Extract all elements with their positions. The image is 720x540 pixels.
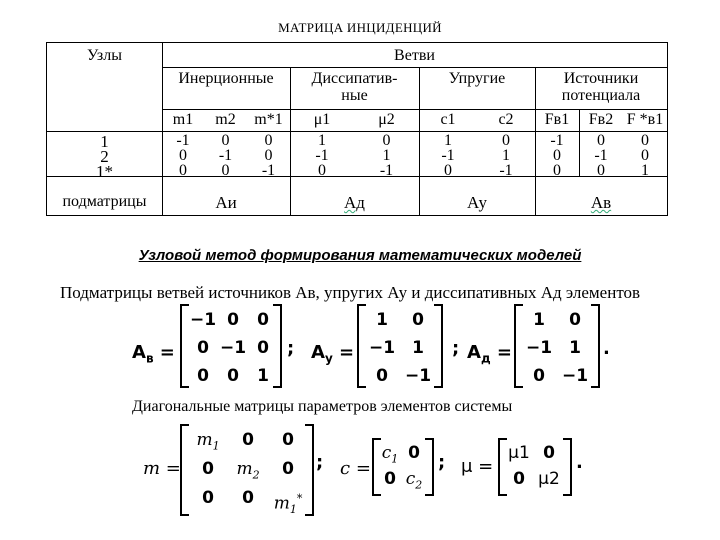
- table-cell: -1: [218, 147, 233, 164]
- matrix-entry: 0: [412, 310, 424, 330]
- method-title: Узловой метод формирования математических моделей: [138, 247, 582, 264]
- matrix-entry: 0: [202, 459, 214, 479]
- table-cell: 0: [444, 162, 452, 179]
- table-cell: 0: [553, 162, 561, 179]
- table-cell: 0: [597, 162, 605, 179]
- table-cell: 1: [382, 147, 391, 164]
- matrix-entry: $m_2$: [236, 459, 260, 482]
- matrix-entry: −1: [525, 338, 553, 358]
- table-cell: 0: [641, 132, 649, 149]
- row-node-label: 2: [100, 147, 109, 166]
- matrix-entry: 0: [257, 310, 269, 330]
- label-m: m =: [143, 458, 181, 479]
- table-cell: 0: [264, 132, 273, 149]
- matrix-entry: 1: [376, 310, 388, 330]
- label-ay: $A_у$ =: [311, 342, 355, 366]
- row-node-label: 1: [100, 132, 109, 151]
- table-cell: 0: [264, 147, 273, 164]
- incidence-table: [46, 42, 668, 216]
- matrix-entry: 0: [197, 366, 209, 386]
- table-cell: 0: [502, 132, 510, 149]
- table-cell: 0: [221, 162, 230, 179]
- matrix-entry: 1: [257, 366, 269, 386]
- matrix-entry: μ2: [538, 469, 560, 489]
- table-cell: -1: [550, 132, 564, 149]
- matrix-entry: −1: [561, 366, 589, 386]
- submatrix-ai: Аи: [215, 193, 237, 212]
- matrix-entry: 0: [242, 430, 254, 450]
- matrix-ay: [357, 304, 443, 388]
- table-cell: -1: [594, 147, 608, 164]
- matrix-entry: 0: [384, 469, 396, 489]
- matrix-entry: $c_1$: [381, 443, 399, 466]
- matrix-entry: 0: [257, 338, 269, 358]
- matrix-entry: 1: [533, 310, 545, 330]
- table-cell: 0: [382, 132, 391, 149]
- table-cell: 1: [502, 147, 510, 164]
- group-sources: Источники потенциала: [561, 70, 641, 104]
- matrix-entry: $m_1^*$: [273, 492, 303, 517]
- matrix-entry: 0: [569, 310, 581, 330]
- matrix-av: [180, 304, 282, 388]
- table-cell: 0: [179, 147, 187, 164]
- label-mu: μ =: [461, 456, 494, 477]
- matrix-entry: $m_1$: [196, 430, 220, 453]
- page-title: МАТРИЦА ИНЦИДЕНЦИЙ: [278, 20, 442, 35]
- label-c: c =: [340, 458, 371, 479]
- matrix-m: [180, 424, 314, 516]
- submatrix-ay: Ау: [467, 193, 487, 212]
- matrix-entry: 0: [533, 366, 545, 386]
- column-header: m2: [215, 111, 236, 128]
- branches-header: Ветви: [394, 47, 435, 64]
- column-header: c2: [498, 111, 514, 128]
- matrix-entry: 0: [282, 459, 294, 479]
- label-ad: $A_д$ =: [467, 342, 512, 366]
- matrix-mu: [498, 438, 572, 496]
- matrix-entry: 0: [242, 488, 254, 508]
- matrix-entry: 1: [569, 338, 581, 358]
- column-header: F *в1: [626, 111, 664, 128]
- submatrix-label: подматрицы: [62, 193, 147, 210]
- label-av: $A_в$ =: [132, 342, 175, 366]
- table-cell: 0: [553, 147, 561, 164]
- matrix-entry: μ1: [508, 443, 530, 463]
- matrix-entry: 0: [282, 430, 294, 450]
- table-cell: 0: [597, 132, 605, 149]
- matrix-entry: 0: [376, 366, 388, 386]
- matrix-entry: −1: [219, 338, 247, 358]
- column-header: Fв2: [588, 111, 614, 128]
- matrix-entry: 0: [227, 310, 239, 330]
- matrix-c: [372, 438, 434, 496]
- table-cell: 0: [179, 162, 187, 179]
- row-node-label: 1*: [96, 162, 113, 181]
- table-cell: 0: [221, 132, 230, 149]
- column-header: c1: [440, 111, 456, 128]
- matrix-entry: 0: [202, 488, 214, 508]
- submatrix-ad: Ад: [344, 193, 365, 212]
- matrix-entry: 0: [513, 469, 525, 489]
- table-cell: -1: [441, 147, 455, 164]
- matrix-entry: −1: [404, 366, 432, 386]
- table-cell: 1: [641, 162, 649, 179]
- column-header: m*1: [254, 111, 283, 128]
- matrix-entry: 0: [543, 443, 555, 463]
- diagonal-description: Диагональные матрицы параметров элементов системы: [132, 398, 513, 415]
- matrix-ad: [514, 304, 600, 388]
- table-cell: 0: [641, 147, 649, 164]
- column-header: m1: [172, 111, 194, 128]
- matrix-entry: 0: [197, 338, 209, 358]
- submatrix-av: Ав: [590, 193, 612, 212]
- table-cell: 0: [318, 162, 326, 179]
- group-inertial: Инерционные: [178, 70, 274, 87]
- table-cell: 1: [444, 132, 452, 149]
- table-cell: -1: [379, 162, 394, 179]
- table-cell: -1: [176, 132, 190, 149]
- matrix-entry: 1: [412, 338, 424, 358]
- column-header: μ2: [378, 111, 395, 128]
- group-dissipative: Диссипатив- ные: [311, 70, 398, 104]
- matrix-entry: 0: [227, 366, 239, 386]
- table-cell: -1: [499, 162, 513, 179]
- nodes-header: Узлы: [87, 47, 122, 64]
- table-cell: -1: [315, 147, 329, 164]
- matrix-entry: −1: [368, 338, 396, 358]
- table-cell: 1: [318, 132, 326, 149]
- table-cell: -1: [261, 162, 276, 179]
- matrix-entry: 0: [408, 443, 420, 463]
- submatrices-description: Подматрицы ветвей источников Ав, упругих Ау и диссипативных Ад элементов: [60, 283, 641, 302]
- matrix-entry: −1: [189, 310, 217, 330]
- group-elastic: Упругие: [448, 70, 506, 87]
- matrix-entry: $c_2$: [405, 469, 423, 492]
- column-header: μ1: [313, 111, 331, 128]
- column-header: Fв1: [544, 111, 570, 128]
